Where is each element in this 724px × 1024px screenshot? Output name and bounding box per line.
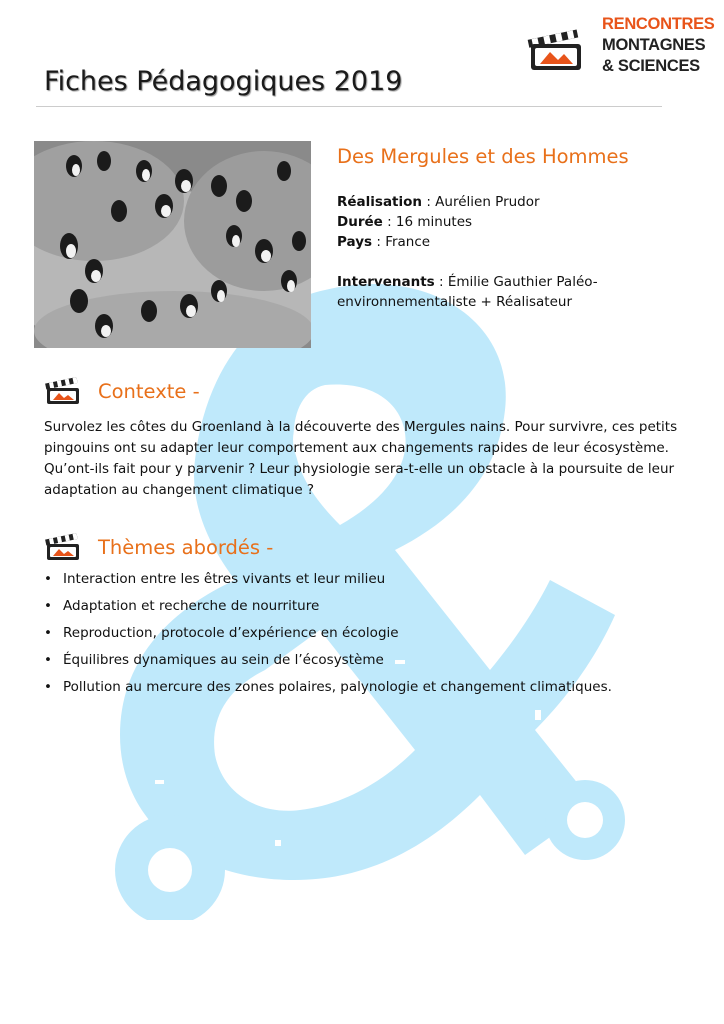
clapperboard-icon xyxy=(526,20,588,76)
list-item: • Pollution au mercure des zones polaires, palynologie et changement climatiques. xyxy=(44,678,694,705)
intervenants-label: Intervenants xyxy=(337,274,435,290)
duree-value: : 16 minutes xyxy=(382,214,473,230)
themes-heading xyxy=(44,532,273,562)
list-item: • Interaction entre les êtres vivants et leur milieu xyxy=(44,570,694,597)
pays-value: : France xyxy=(372,234,431,250)
festival-logo xyxy=(526,14,715,82)
list-item: • Équilibres dynamiques au sein de l’écosystème xyxy=(44,651,694,678)
logo-line-3: & SCIENCES xyxy=(602,57,700,75)
realisation-value: : Aurélien Prudor xyxy=(422,194,540,210)
themes-list xyxy=(44,570,694,705)
pays-line xyxy=(337,232,657,252)
contexte-heading xyxy=(44,376,200,406)
page-title: Fiches Pédagogiques 2019 xyxy=(44,66,403,97)
list-item: • Reproduction, protocole d’expérience en écologie xyxy=(44,624,694,651)
contexte-title: Contexte - xyxy=(98,379,200,403)
duree-line xyxy=(337,212,657,232)
realisation-label: Réalisation xyxy=(337,194,423,210)
duree-label: Durée xyxy=(337,214,383,230)
film-details xyxy=(337,192,657,312)
list-item: • Adaptation et recherche de nourriture xyxy=(44,597,694,624)
clapperboard-icon xyxy=(44,376,82,406)
logo-line-1: RENCONTRES xyxy=(602,15,715,33)
themes-title: Thèmes abordés - xyxy=(98,535,274,559)
clapperboard-icon xyxy=(44,532,82,562)
header-divider xyxy=(36,106,662,107)
intervenants-line xyxy=(337,272,657,312)
realisation-line xyxy=(337,192,657,212)
logo-line-2: MONTAGNES xyxy=(602,36,706,54)
film-title: Des Mergules et des Hommes xyxy=(337,145,629,168)
contexte-text: Survolez les côtes du Groenland à la découverte des Mergules nains. Pour survivre, ces petits pingouins ont su adapter leur comportement aux changements rapides de leur écosystème. Qu’ont-ils fait pour y parvenir ? Leur physiologie sera-t-elle un obstacle à la poursuite de leur adaptation au changement climatique ? xyxy=(44,419,678,498)
intervenants-value: : Émilie Gauthier Paléo-environnementaliste + Réalisateur xyxy=(337,274,598,310)
dovekies-photo xyxy=(34,141,311,348)
pays-label: Pays xyxy=(337,234,373,250)
